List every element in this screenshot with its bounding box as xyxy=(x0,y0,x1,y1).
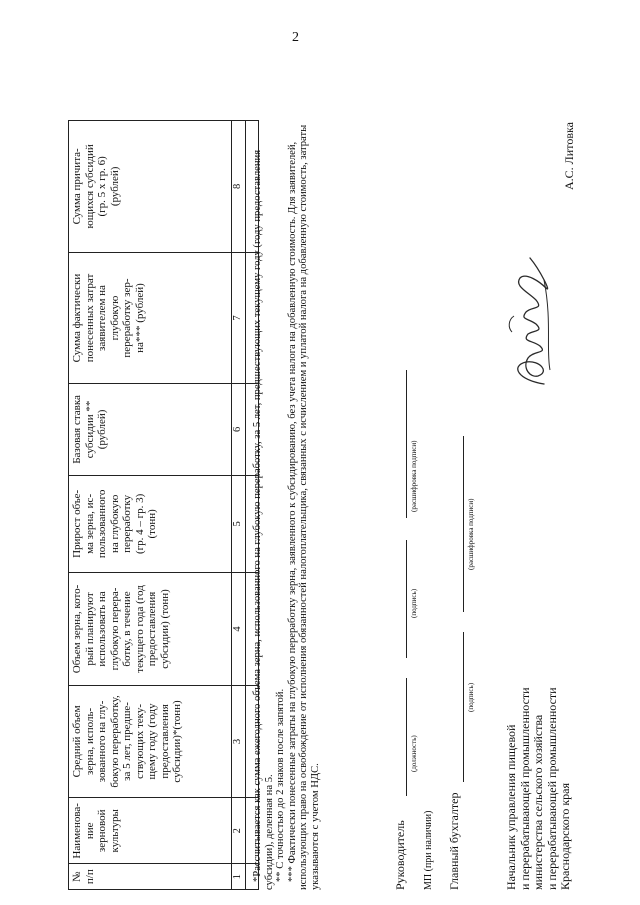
accountant-decode-caption: (расшифровка подписи) xyxy=(467,498,475,570)
head-label: Руководитель xyxy=(393,820,407,890)
head-decode-line xyxy=(406,370,407,518)
header-cell-volume-growth: Прирост объе- ма зерна, ис- пользованного на глубокую переработку (гр. 4 – гр. 3) (тонн) xyxy=(69,475,232,573)
head-signature-line xyxy=(406,540,407,658)
table-column-number-row xyxy=(232,121,246,890)
title-line: и перерабатывающей промышленности xyxy=(544,687,559,890)
header-cell-crop-name: Наименова- ние зерновой культуры xyxy=(69,798,232,864)
header-cell-subsidy-amount: Сумма причита- ющихся субсидий (гр. 5 х гр. 6) (рублей) xyxy=(69,121,232,253)
signature-caption: (подпись) xyxy=(410,588,418,618)
title-line: и перерабатывающей промышленности xyxy=(517,687,532,890)
column-number-cell: 6 xyxy=(232,384,246,475)
footnotes xyxy=(252,115,322,890)
header-cell-planned-volume: Объем зерна, кото- рый планируют использовать на глубокую перера- ботку, в течение текущего года (год предоставления субсидии) (тонн) xyxy=(69,573,232,685)
accountant-signature-caption: (подпись) xyxy=(467,682,475,712)
column-number-cell: 3 xyxy=(232,685,246,797)
accountant-decode-line xyxy=(463,436,464,612)
column-number-cell: 1 xyxy=(232,864,246,890)
head-position-line xyxy=(406,678,407,796)
handwritten-signature xyxy=(500,250,570,390)
footnote-actual-costs: *** Фактически понесенные затраты на глубокую переработку зерна, заявленного к субсидированию, без учета налога на добавленную стоимость. Для заявителей, использующих право на освобождение от исполнения обязанностей налогоплательщика, связанных с исчислением и уплатой налога на добавленную стоимость, затраты указываются с учетом НДС. xyxy=(286,124,321,890)
page-number: 2 xyxy=(292,30,299,45)
official-name: А.С. Литовка xyxy=(562,122,576,190)
rotated-landscape-content xyxy=(5,60,576,890)
title-line: Краснодарского края xyxy=(558,782,572,890)
column-number-cell: 4 xyxy=(232,573,246,685)
position-caption: (должность) xyxy=(410,735,418,772)
accountant-signature-line xyxy=(463,632,464,782)
column-number-cell: 2 xyxy=(232,798,246,864)
title-line: министерства сельского хозяйства xyxy=(531,714,545,890)
footnote-average-volume: *Рассчитывается как сумма ежегодного объема зерна, использованного на глубокую переработку, за 5 лет, предшествующих текущему году (году предоставления субсидии), деленная на 5. xyxy=(252,149,275,890)
seal-label: МП (при наличии) xyxy=(423,810,434,890)
decode-caption: (расшифровка подписи) xyxy=(410,440,418,512)
header-cell-actual-costs: Сумма фактически понесенных затрат заявителем на глубокую переработку зер- на*** (рублей) xyxy=(69,252,232,384)
column-number-cell: 8 xyxy=(232,121,246,253)
header-cell-number: № п/п xyxy=(69,864,232,890)
official-title xyxy=(505,687,573,890)
header-cell-average-volume: Средний объем зерна, исполь- зованного на глу- бокую переработку, за 5 лет, предше- ствующих теку- щему году (году предоставления субсидии)*(тонн) xyxy=(69,685,232,797)
title-line: Начальник управления пищевой xyxy=(504,724,518,890)
footnote-precision: ** С точностью до 2 знаков после запятой. xyxy=(275,688,287,882)
header-cell-base-rate: Базовая ставка субсидии ** (рублей) xyxy=(69,384,232,475)
accountant-label: Главный бухгалтер xyxy=(447,792,461,890)
table-header-row xyxy=(69,121,232,890)
column-number-cell: 7 xyxy=(232,252,246,384)
subsidy-calculation-table xyxy=(68,120,259,890)
column-number-cell: 5 xyxy=(232,475,246,573)
